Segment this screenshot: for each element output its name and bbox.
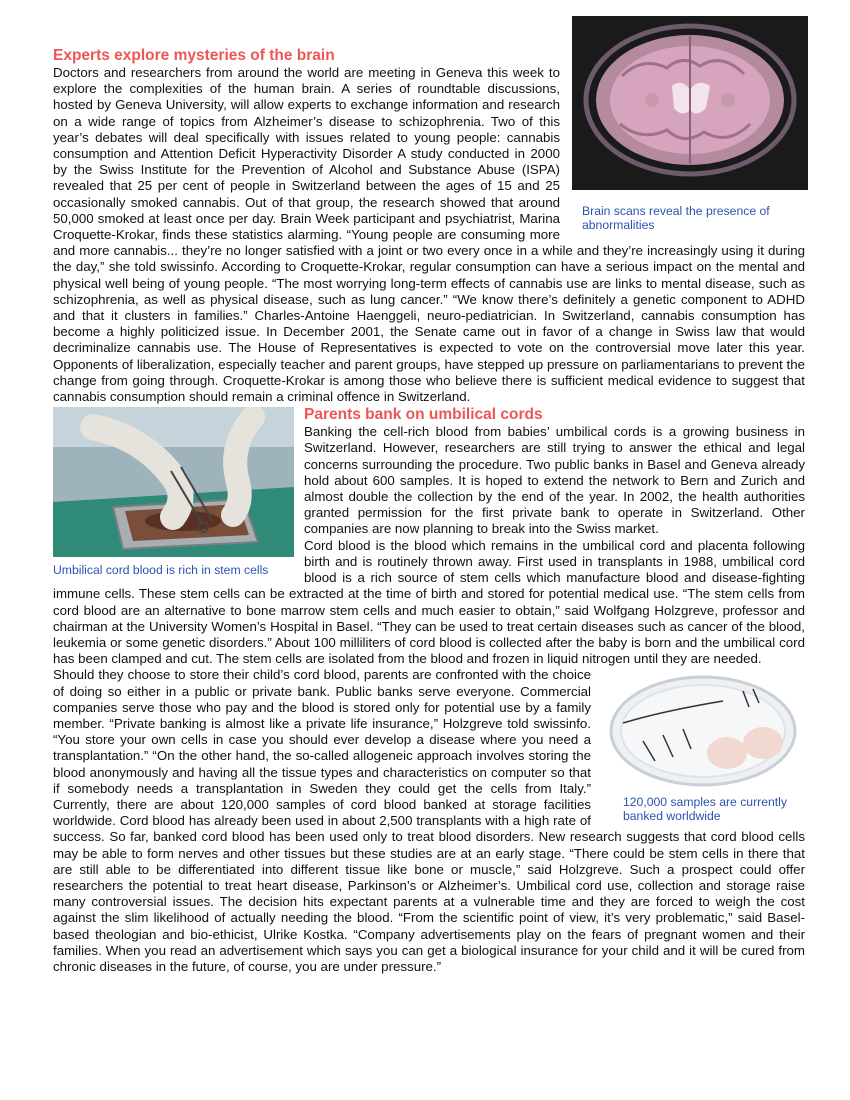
sample-container-image [603,671,799,789]
cord-article-title: Parents bank on umbilical cords [304,406,543,424]
sample-container-figure [603,671,803,823]
brain-scan-caption: Brain scans reveal the presence of abnormalities [582,204,770,232]
brain-article-title: Experts explore mysteries of the brain [53,47,335,64]
cord-article-paragraph-3: Should they choose to store their child’s cord blood, parents are confronted with the choice of doing so either in a public or private bank. Public banks serve everyone. Commercial companies serve those who pay and the blood is stored only for potential use by a family member. “Private banking is almost like a private life insurance,” Holzgreve told swissinfo. “You store your own cells in case you should ever develop a disease where you need a transplantation.” “On the other hand, the so-called allogeneic approach involves storing the blood anonymously and having all the tissue types and characteristics on computer so that if somebody needs a transplantation in Sweden they could get the cells from Italy.” Currently, there are about 120,000 samples of cord blood banked at storage facilities worldwide. Cord blood has already been used in about 2,500 transplants with a high rate of success. So far, banked cord blood has been used only to treat blood disorders. New research suggests that cord blood cells may be able to form nerves and other tissues but these studies are at an early stage. “There could be stem cells in there that are still able to be differentiated into different tissue like bone or muscle,” said Holzgreve. Such a prospect could offer researchers the potential to treat heart disease, Parkinson’s or Alzheimer’s. Umbilical cord use, collection and storage raise many controversial issues. The decision hits expectant parents at a vulnerable time and they are forced to weigh the cost against the slim likelihood of actually needing the blood. “From the scientific point of view, it’s very problematic,” said Basel-based theologian and bio-ethicist, Ulrike Kostka. “Company advertisements play on the fears of pregnant women and their families. When you read an advertisement which says you can get a biological insurance for your child and it will be cured from chronic diseases in the future, of course, you are under pressure.” [53,667,805,974]
cord-article-paragraph-1: Banking the cell-rich blood from babies’ umbilical cords is a growing business in Switzerland. However, researchers are still trying to answer the ethical and legal concerns surrounding the procedure. Two public banks in Basel and Geneva already hold about 600 samples. It is hoped to extend the network to Bern and Zurich and almost double the collection by the end of the year. In 2002, the health authorities granted permission for the first private bank to operate in Switzerland. Other companies are now planning to break into the Swiss market. [304,424,805,537]
cord-article-paragraph-2: Cord blood is the blood which remains in the umbilical cord and placenta following birth and is routinely thrown away. First used in transplants in 1988, umbilical cord blood is a rich source of stem cells which manufacture blood and disease-fighting immune cells. These stem cells can be extracted at the time of birth and stored for potential medical use. “The stem cells from cord blood are an alternative to bone marrow stem cells and much easier to obtain,” said Wolfgang Holzgreve, professor and chairman at the University Women’s Hospital in Basel. “They can be used to treat certain diseases such as cancer of the blood, leukemia or some genetic disorders.” About 100 milliliters of cord blood is collected after the baby is born and the umbilical cord has been clamped and cut. The stem cells are isolated from the blood and frozen in liquid nitrogen until they are needed. [53,537,805,667]
cord-blood-image [53,407,294,557]
cord-blood-figure [53,407,294,577]
brain-article-body: Doctors and researchers from around the world are meeting in Geneva this week to explore the complexities of the human brain. A series of roundtable discussions, hosted by Geneva University, will allow experts to exchange information and research on a wide range of topics from Alzheimer’s disease to schizophrenia. Two of this year’s debates will deal specifically with issues related to young people: cannabis consumption and Attention Deficit Hyperactivity Disorder A study conducted in 2000 by the Swiss Institute for the Prevention of Alcohol and Substance Abuse (ISPA) revealed that 25 per cent of people in Switzerland between the ages of 15 and 25 occasionally smoked cannabis. Out of that group, the research showed that around 50,000 smoked at least once per day. Brain Week participant and psychiatrist, Marina Croquette-Krokar, finds these statistics alarming. “Young people are consuming more and more cannabis... they’re no longer satisfied with a joint or two every once in a while and they’re increasingly using it during the day,” she told swissinfo. According to Croquette-Krokar, regular consumption can have a serious impact on the mental and physical well being of young people. “The most worrying long-term effects of cannabis use are links to mental disease, such as schizophrenia, as well as physical disease, such as lung cancer.” “We know there’s definitely a genetic component to ADHD and that it clusters in families.” Charles-Antoine Haenggeli, neuro-pediatrician. In Switzerland, cannabis consumption has become a highly politicized issue. In December 2001, the Senate came out in favor of a change in Swiss law that would decriminalize cannabis use. The House of Representatives is expected to vote on the controversial move later this year. Opponents of liberalization, especially teacher and parent groups, have stepped up pressure on parliamentarians to prevent the change from going through. Croquette-Krokar is among those who believe there is sufficient medical evidence to suggest that cannabis consumption should remain a criminal offence in Switzerland. [53,65,805,405]
page-content [53,46,805,975]
brain-scan-figure [572,16,808,232]
sample-container-caption: 120,000 samples are currently banked worldwide [623,795,787,824]
cord-blood-caption: Umbilical cord blood is rich in stem cells [53,563,269,578]
brain-scan-image [572,16,808,190]
